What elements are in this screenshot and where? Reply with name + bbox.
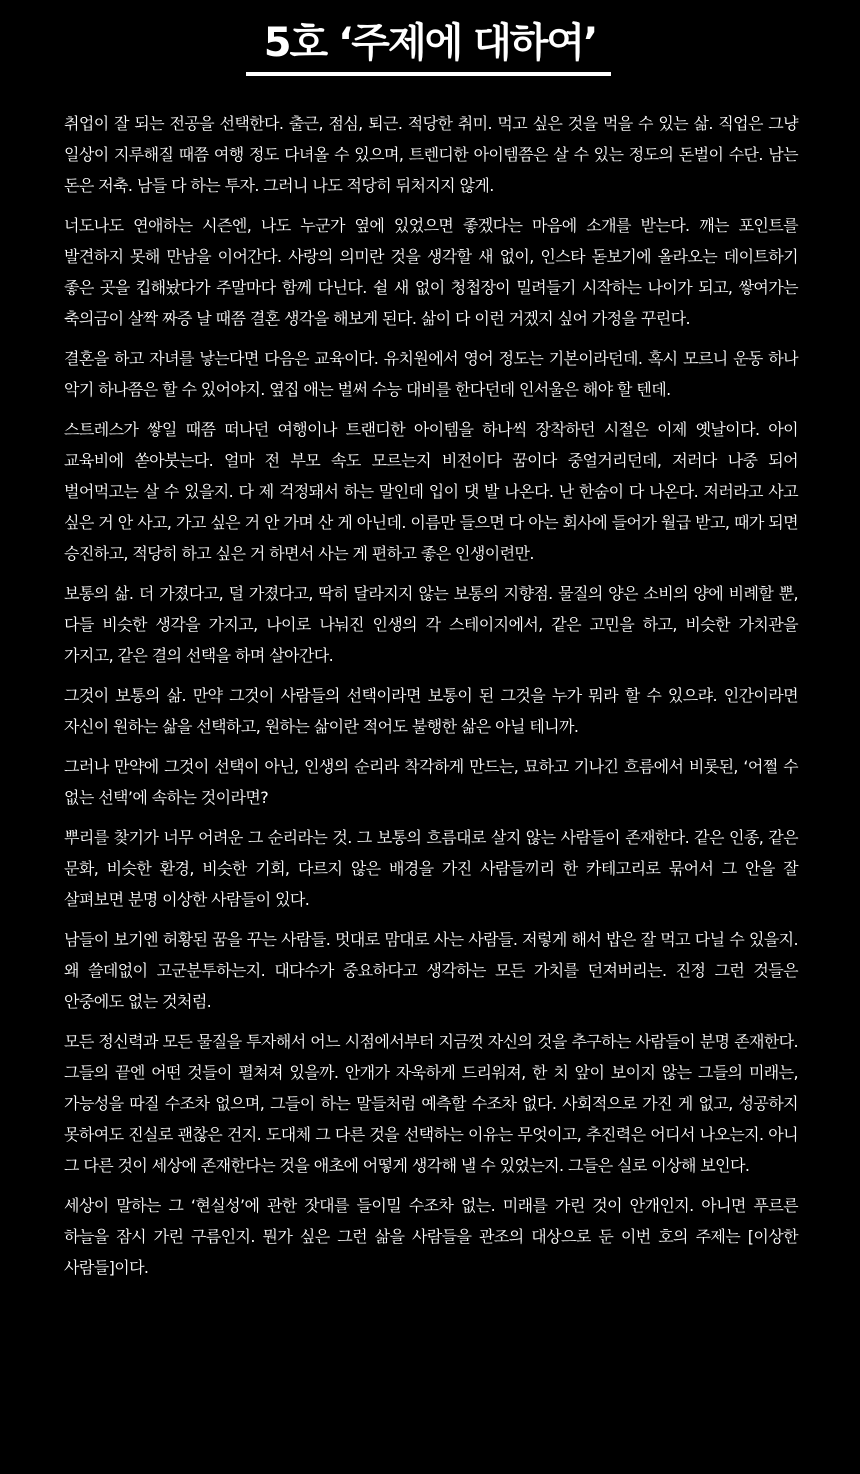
page-title: 5호 ‘주제에 대하여’ [263,20,597,66]
paragraph-3: 결혼을 하고 자녀를 낳는다면 다음은 교육이다. 유치원에서 영어 정도는 기본이라던데. 혹시 모르니 운동 하나 악기 하나쯤은 할 수 있어야지. 옆집 애는 벌써 수능 대비를 한다던데 인서울은 해야 할 텐데. [64,349,798,399]
paragraph-6: 그것이 보통의 삶. 만약 그것이 사람들의 선택이라면 보통이 된 그것을 누가 뭐라 할 수 있으랴. 인간이라면 자신이 원하는 삶을 선택하고, 원하는 삶이란 적어도 불행한 삶은 아닐 테니까. [64,686,798,736]
paragraph-7: 그러나 만약에 그것이 선택이 아닌, 인생의 순리라 착각하게 만드는, 묘하고 기나긴 흐름에서 비롯된, ‘어쩔 수 없는 선택’에 속하는 것이라면? [64,757,798,807]
paragraph-9: 남들이 보기엔 허황된 꿈을 꾸는 사람들. 멋대로 맘대로 사는 사람들. 저렇게 해서 밥은 잘 먹고 다닐 수 있을지. 왜 쓸데없이 고군분투하는지. 대다수가 중요하다고 생각하는 모든 가치를 던져버리는. 진정 그런 것들은 안중에도 없는 것처럼. [64,930,798,1011]
paragraph-8: 뿌리를 찾기가 너무 어려운 그 순리라는 것. 그 보통의 흐름대로 살지 않는 사람들이 존재한다. 같은 인종, 같은 문화, 비슷한 환경, 비슷한 기회, 다르지 않은 배경을 가진 사람들끼리 한 카테고리로 묶어서 그 안을 잘 살펴보면 분명 이상한 사람들이 있다. [64,828,798,909]
paragraph-4: 스트레스가 쌓일 때쯤 떠나던 여행이나 트랜디한 아이템을 하나씩 장착하던 시절은 이제 옛날이다. 아이 교육비에 쏟아붓는다. 얼마 전 부모 속도 모르는지 비전이다 꿈이다 중얼거리던데, 저러다 나중 되어 벌어먹고는 살 수 있을지. 다 제 걱정돼서 하는 말인데 입이 댓 발 나온다. 난 한숨이 다 나온다. 저러라고 사고 싶은 거 안 사고, 가고 싶은 거 안 가며 산 게 아닌데. 이름만 들으면 다 아는 회사에 들어가 월급 받고, 때가 되면 승진하고, 적당히 하고 싶은 거 하면서 사는 게 편하고 좋은 인생이련만. [64,420,798,563]
paragraph-10: 모든 정신력과 모든 물질을 투자해서 어느 시점에서부터 지금껏 자신의 것을 추구하는 사람들이 분명 존재한다. 그들의 끝엔 어떤 것들이 펼쳐져 있을까. 안개가 자욱하게 드리워져, 한 치 앞이 보이지 않는 그들의 미래는, 가능성을 따질 수조차 없으며, 그들이 하는 말들처럼 예측할 수조차 없다. 사회적으로 가진 게 없고, 성공하지 못하여도 진실로 괜찮은 건지. 도대체 그 다른 것을 선택하는 이유는 무엇이고, 추진력은 어디서 나오는지. 아니 그 다른 것이 세상에 존재한다는 것을 애초에 어떻게 생각해 낼 수 있었는지. 그들은 실로 이상해 보인다. [64,1032,798,1175]
paragraph-2: 너도나도 연애하는 시즌엔, 나도 누군가 옆에 있었으면 좋겠다는 마음에 소개를 받는다. 깨는 포인트를 발견하지 못해 만남을 이어간다. 사랑의 의미란 것을 생각할 새 없이, 인스타 돋보기에 올라오는 데이트하기 좋은 곳을 킵해놨다가 주말마다 함께 다닌다. 쉴 새 없이 청첩장이 밀려들기 시작하는 나이가 되고, 쌓여가는 축의금이 살짝 짜증 날 때쯤 결혼 생각을 해보게 된다. 삶이 다 이런 거겠지 싶어 가정을 꾸린다. [64,216,798,328]
title-block [0,14,860,72]
title-underline [246,72,611,76]
paragraph-1: 취업이 잘 되는 전공을 선택한다. 출근, 점심, 퇴근. 적당한 취미. 먹고 싶은 것을 먹을 수 있는 삶. 직업은 그냥 일상이 지루해질 때쯤 여행 정도 다녀올 수 있으며, 트렌디한 아이템쯤은 살 수 있는 정도의 돈벌이 수단. 남는 돈은 저축. 남들 다 하는 투자. 그러니 나도 적당히 뒤처지지 않게. [64,114,798,195]
paragraph-5: 보통의 삶. 더 가졌다고, 덜 가졌다고, 딱히 달라지지 않는 보통의 지향점. 물질의 양은 소비의 양에 비례할 뿐, 다들 비슷한 생각을 가지고, 나이로 나눠진 인생의 각 스테이지에서, 같은 고민을 하고, 비슷한 가치관을 가지고, 같은 결의 선택을 하며 살아간다. [64,584,798,665]
article-body [64,108,798,1292]
paragraph-11: 세상이 말하는 그 ‘현실성’에 관한 잣대를 들이밀 수조차 없는. 미래를 가린 것이 안개인지. 아니면 푸르른 하늘을 잠시 가린 구름인지. 뭔가 싶은 그런 삶을 사람들을 관조의 대상으로 둔 이번 호의 주제는 [이상한 사람들]이다. [64,1196,798,1277]
